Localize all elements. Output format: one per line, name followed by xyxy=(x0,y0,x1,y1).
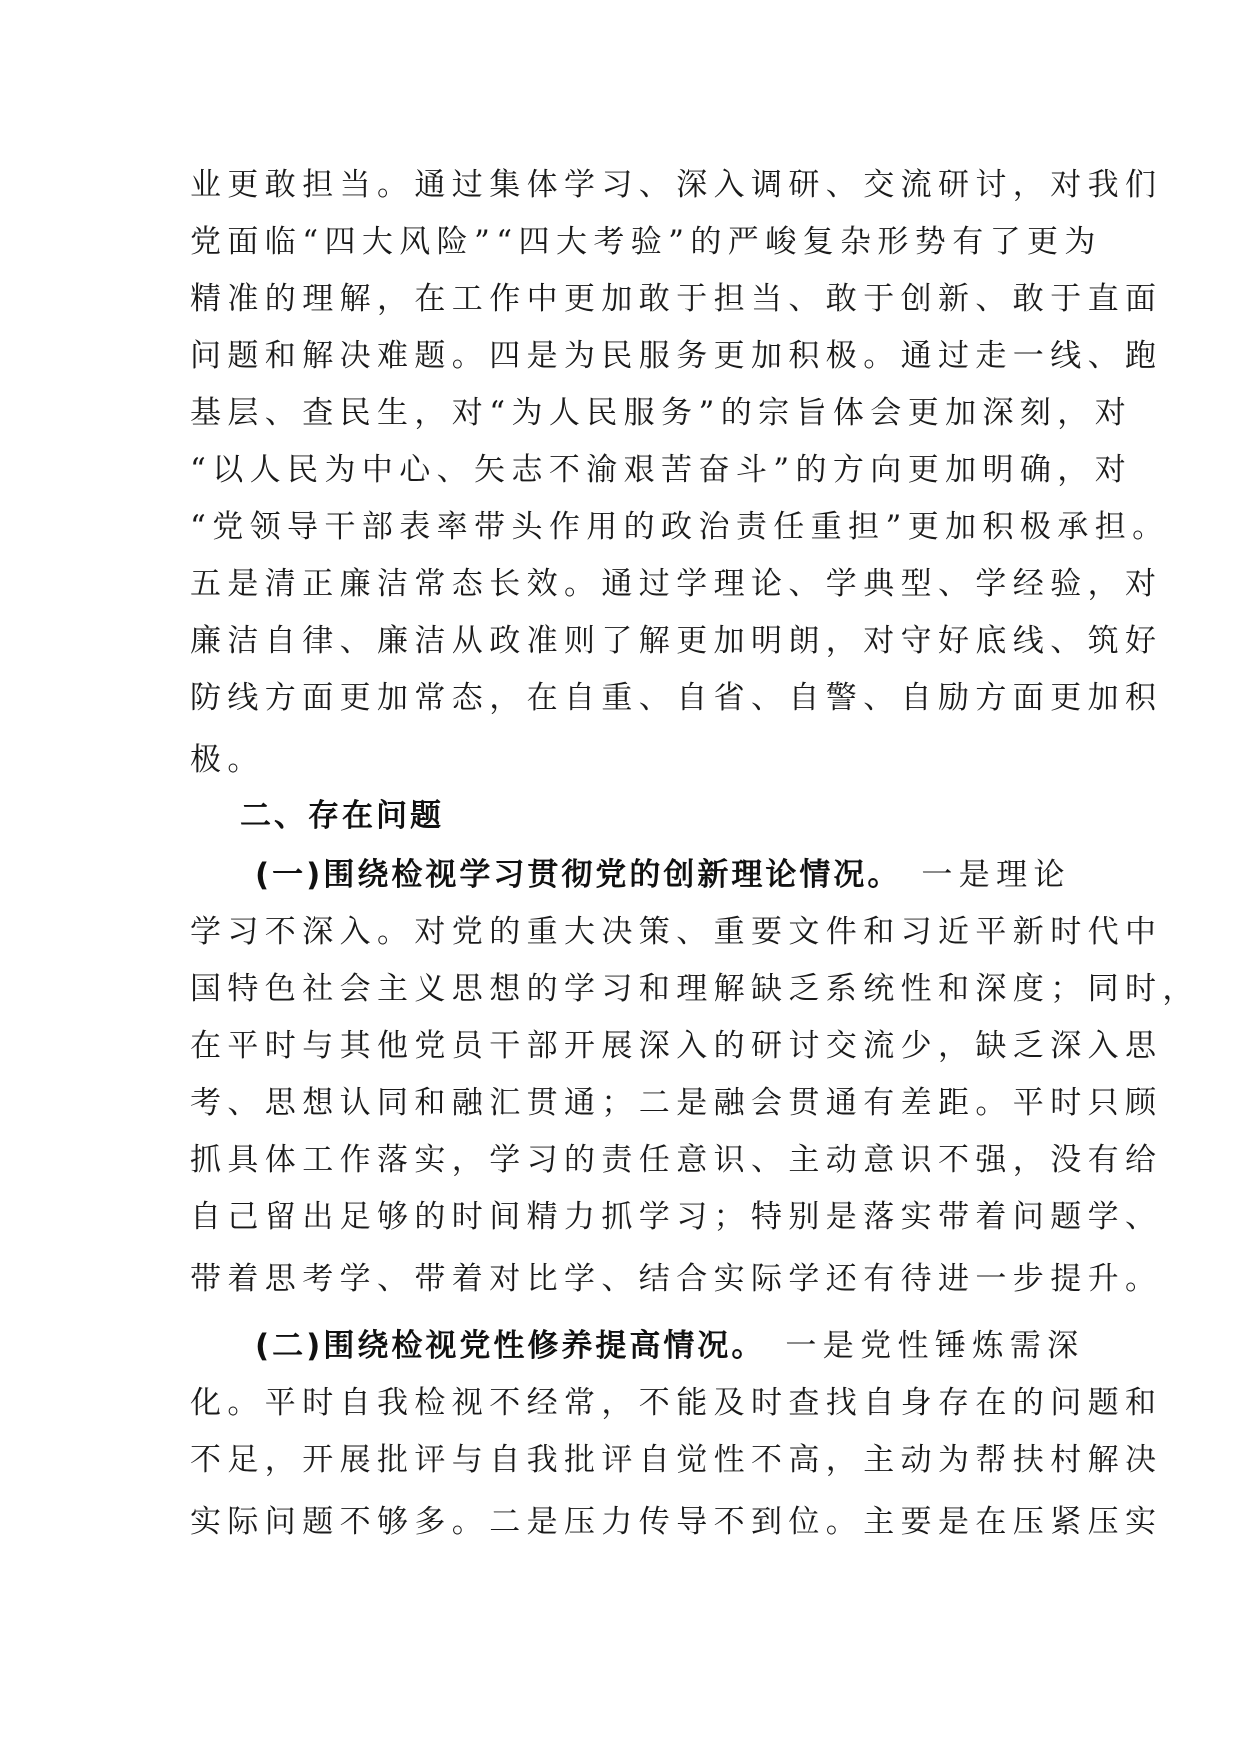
paragraph-line: 廉洁自律、廉洁从政准则了解更加明朗，对守好底线、筑好 xyxy=(190,623,1163,659)
subsection-first-line xyxy=(255,855,1071,895)
subsection-lead: 一是理论 xyxy=(921,857,1071,893)
paragraph-line: 基层、查民生，对“为人民服务”的宗旨体会更加深刻，对 xyxy=(190,395,1133,431)
paragraph-line: 党面临“四大风险”“四大考验”的严峻复杂形势有了更为 xyxy=(190,224,1102,260)
paragraph-line: 在平时与其他党员干部开展深入的研讨交流少，缺乏深入思 xyxy=(190,1028,1163,1064)
paragraph-line: 带着思考学、带着对比学、结合实际学还有待进一步提升。 xyxy=(190,1261,1163,1297)
paragraph-line: 实际问题不够多。二是压力传导不到位。主要是在压紧压实 xyxy=(190,1504,1163,1540)
paragraph-line: 问题和解决难题。四是为民服务更加积极。通过走一线、跑 xyxy=(190,338,1163,374)
section-heading: 二、存在问题 xyxy=(240,798,444,834)
paragraph-line: “以人民为中心、矢志不渝艰苦奋斗”的方向更加明确，对 xyxy=(190,452,1133,488)
subsection-heading: (一)围绕检视学习贯彻党的创新理论情况。 xyxy=(255,857,902,893)
subsection-lead: 一是党性锤炼需深 xyxy=(785,1328,1085,1364)
paragraph-line: 抓具体工作落实，学习的责任意识、主动意识不强，没有给 xyxy=(190,1142,1163,1178)
subsection-heading: (二)围绕检视党性修养提高情况。 xyxy=(255,1328,766,1364)
paragraph-line: 化。平时自我检视不经常，不能及时查找自身存在的问题和 xyxy=(190,1385,1163,1421)
paragraph-line: 极。 xyxy=(190,742,265,778)
paragraph-line: 考、思想认同和融汇贯通；二是融会贯通有差距。平时只顾 xyxy=(190,1085,1163,1121)
subsection-first-line xyxy=(255,1326,1085,1366)
paragraph-line: 五是清正廉洁常态长效。通过学理论、学典型、学经验，对 xyxy=(190,566,1163,602)
paragraph-line: 防线方面更加常态，在自重、自省、自警、自励方面更加积 xyxy=(190,680,1163,716)
paragraph-line: 精准的理解，在工作中更加敢于担当、敢于创新、敢于直面 xyxy=(190,281,1163,317)
paragraph-line: 自己留出足够的时间精力抓学习；特别是落实带着问题学、 xyxy=(190,1199,1163,1235)
paragraph-line: 国特色社会主义思想的学习和理解缺乏系统性和深度；同时， xyxy=(190,971,1200,1007)
paragraph-line: “党领导干部表率带头作用的政治责任重担”更加积极承担。 xyxy=(190,509,1170,545)
paragraph-line: 不足，开展批评与自我批评自觉性不高，主动为帮扶村解决 xyxy=(190,1442,1163,1478)
paragraph-line: 业更敢担当。通过集体学习、深入调研、交流研讨，对我们 xyxy=(190,167,1163,203)
paragraph-line: 学习不深入。对党的重大决策、重要文件和习近平新时代中 xyxy=(190,914,1163,950)
